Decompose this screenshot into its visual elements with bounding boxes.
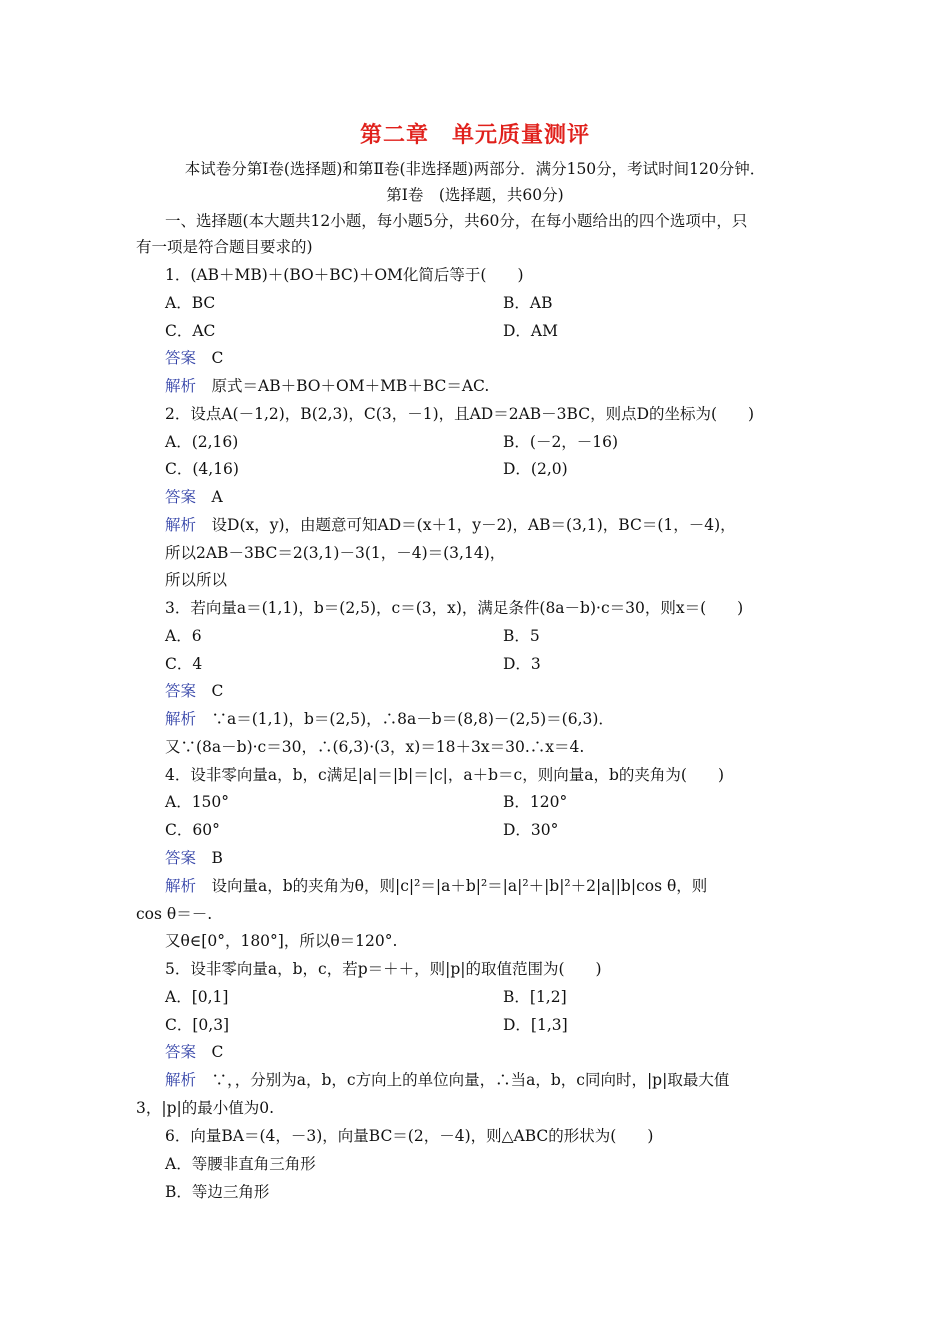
q5-stem: 5．设非零向量a，b，c，若p＝＋＋，则|p|的取值范围为( ) — [165, 960, 602, 978]
q2-analysis — [165, 514, 736, 536]
q4-stem: 4．设非零向量a，b，c满足|a|＝|b|＝|c|，a＋b＝c，则向量a，b的夹角为( ) — [165, 766, 724, 784]
q4-analysis-text: 设向量a，b的夹角为θ，则|c|²＝|a＋b|²＝|a|²＋|b|²＋2|a||b|cos θ，则 — [196, 877, 708, 895]
exam-intro: 本试卷分第Ⅰ卷(选择题)和第Ⅱ卷(非选择题)两部分．满分150分，考试时间120分钟． — [184, 160, 766, 178]
q2-analysis-line-3: 所以所以 — [165, 571, 228, 589]
q4-option-d: D．30° — [503, 821, 559, 839]
chapter-title: 第二章 单元质量测评 — [359, 122, 590, 148]
section-intro-line-2: 有一项是符合题目要求的) — [136, 238, 313, 256]
q1-analysis-text: 原式＝AB＋BO＋OM＋MB＋BC＝AC. — [196, 377, 490, 395]
analysis-label: 解析 — [165, 377, 197, 395]
q6-option-b: B．等边三角形 — [165, 1183, 270, 1201]
q4-option-b: B．120° — [503, 793, 568, 811]
q5-analysis-line-2: 3，|p|的最小值为0. — [136, 1099, 275, 1117]
q3-analysis-text: ∵a＝(1,1)，b＝(2,5)，∴8a－b＝(8,8)－(2,5)＝(6,3)． — [196, 710, 614, 728]
q1-answer — [165, 347, 223, 369]
q5-option-a: A．[0,1] — [165, 988, 229, 1006]
answer-label: 答案 — [165, 1043, 197, 1061]
q4-option-a: A．150° — [165, 793, 230, 811]
q5-answer — [165, 1041, 223, 1063]
q5-option-d: D．[1,3] — [503, 1016, 568, 1034]
answer-label: 答案 — [165, 349, 197, 367]
analysis-label: 解析 — [165, 1071, 197, 1089]
q5-analysis — [165, 1069, 729, 1091]
q4-analysis-line-3: 又θ∈[0°，180°]，所以θ＝120°. — [165, 932, 398, 950]
section-intro-line-1: 一、选择题(本大题共12小题，每小题5分，共60分，在每小题给出的四个选项中，只 — [165, 212, 748, 230]
part1-heading: 第Ⅰ卷 (选择题，共60分) — [386, 186, 564, 204]
q3-answer-value: C — [196, 682, 224, 700]
q4-analysis — [165, 875, 707, 897]
analysis-label: 解析 — [165, 710, 197, 728]
q4-answer — [165, 847, 223, 869]
q3-stem: 3．若向量a＝(1,1)，b＝(2,5)，c＝(3，x)，满足条件(8a－b)·c＝30，则x＝( ) — [165, 599, 744, 617]
q3-option-d: D．3 — [503, 655, 541, 673]
q3-option-a: A．6 — [165, 627, 202, 645]
q6-option-a: A．等腰非直角三角形 — [165, 1155, 316, 1173]
q4-analysis-line-2: cos θ＝－. — [136, 905, 213, 923]
q2-analysis-text: 设D(x，y)，由题意可知AD＝(x＋1，y－2)，AB＝(3,1)，BC＝(1，－4)， — [196, 516, 736, 534]
q5-analysis-text: ∵，，分别为a，b，c方向上的单位向量，∴当a，b，c同向时，|p|取最大值 — [196, 1071, 730, 1089]
q2-analysis-line-2: 所以2AB－3BC＝2(3,1)－3(1，－4)＝(3,14)， — [165, 544, 506, 562]
q1-option-c: C．AC — [165, 322, 216, 340]
answer-label: 答案 — [165, 488, 197, 506]
q2-option-a: A．(2,16) — [165, 433, 239, 451]
q2-answer-value: A — [196, 488, 223, 506]
q2-option-c: C．(4,16) — [165, 460, 239, 478]
analysis-label: 解析 — [165, 516, 197, 534]
q1-option-d: D．AM — [503, 322, 558, 340]
q2-option-b: B．(－2，－16) — [503, 433, 619, 451]
q5-option-b: B．[1,2] — [503, 988, 567, 1006]
analysis-label: 解析 — [165, 877, 197, 895]
q4-answer-value: B — [196, 849, 223, 867]
q1-stem: 1．(AB＋MB)＋(BO＋BC)＋OM化简后等于( ) — [165, 266, 524, 284]
q1-answer-value: C — [196, 349, 224, 367]
q3-analysis-line-2: 又∵(8a－b)·c＝30，∴(6,3)·(3，x)＝18＋3x＝30.∴x＝4. — [165, 738, 585, 756]
q2-stem: 2．设点A(－1,2)，B(2,3)，C(3，－1)，且AD＝2AB－3BC，则点D的坐标为( ) — [165, 405, 755, 423]
q1-option-b: B．AB — [503, 294, 553, 312]
q6-stem: 6．向量BA＝(4，－3)，向量BC＝(2，－4)，则△ABC的形状为( ) — [165, 1127, 654, 1145]
q5-answer-value: C — [196, 1043, 224, 1061]
q3-answer — [165, 680, 223, 702]
q3-option-c: C．4 — [165, 655, 203, 673]
q1-analysis — [165, 375, 489, 397]
answer-label: 答案 — [165, 682, 197, 700]
q2-option-d: D．(2,0) — [503, 460, 568, 478]
q3-option-b: B．5 — [503, 627, 540, 645]
q3-analysis — [165, 708, 614, 730]
q4-option-c: C．60° — [165, 821, 220, 839]
q5-option-c: C．[0,3] — [165, 1016, 230, 1034]
answer-label: 答案 — [165, 849, 197, 867]
q1-option-a: A．BC — [165, 294, 216, 312]
q2-answer — [165, 486, 223, 508]
